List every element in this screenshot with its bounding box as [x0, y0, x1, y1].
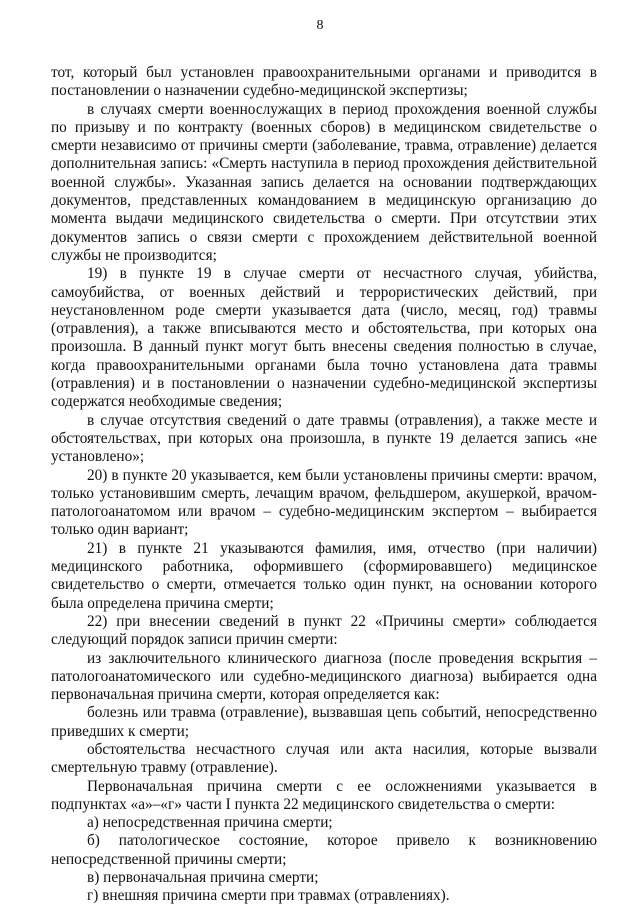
list-item: а) непосредственная причина смерти; — [87, 814, 333, 832]
paragraph: болезнь или травма (отравление), вызвавшая цепь событий, непосредственно приведших к смерти; — [51, 704, 597, 740]
paragraph: 20) в пункте 20 указывается, кем были установлены причины смерти: врачом, только установившим смерть, лечащим врачом, фельдшером, акушеркой, врачом-патологоанатомом или врачом – судебно-медицинским экспертом – выбирается только один вариант; — [51, 466, 597, 539]
document-body — [51, 64, 597, 906]
list-item: б) патологическое состояние, которое привело к возникновению непосредственной причины смерти; — [51, 832, 597, 868]
paragraph: 22) при внесении сведений в пункт 22 «Причины смерти» соблюдается следующий порядок записи причин смерти: — [51, 612, 597, 649]
paragraph: обстоятельства несчастного случая или акта насилия, которые вызвали смертельную травму (отравление). — [51, 740, 597, 777]
list-item: в) первоначальная причина смерти; — [87, 869, 319, 887]
paragraph: Первоначальная причина смерти с ее осложнениями указывается в подпунктах «а»–«г» части I пункта 22 медицинского свидетельства о смерти: — [51, 777, 597, 813]
paragraph: в случае отсутствия сведений о дате травмы (отравления), а также месте и обстоятельствах, при которых она произошла, в пункте 19 делается запись «не установлено»; — [51, 411, 597, 466]
paragraph: тот, который был установлен правоохранительными органами и приводится в постановлении о назначении судебно-медицинской экспертизы; — [51, 64, 597, 100]
list-item: г) внешняя причина смерти при травмах (отравлениях). — [87, 887, 450, 905]
paragraph: 21) в пункте 21 указываются фамилия, имя, отчество (при наличии) медицинского работника, оформившего (сформировавшего) медицинское свидетельство о смерти, отмечается только один пункт, на основании которого была определена причина смерти; — [51, 539, 597, 612]
paragraph: 19) в пункте 19 в случае смерти от несчастного случая, убийства, самоубийства, от военных действий и террористических действий, при неустановленном роде смерти указывается дата (число, месяц, год) травмы (отравления), а также вписываются место и обстоятельства, при которых она произошла. В данный пункт могут быть внесены сведения полностью в случае, когда правоохранительными органами была точно установлена дата травмы (отравления) и в постановлении о назначении судебно-медицинской экспертизы содержатся необходимые сведения; — [51, 265, 597, 411]
paragraph: в случаях смерти военнослужащих в период прохождения военной службы по призыву и по контракту (военных сборов) в медицинском свидетельстве о смерти независимо от причины смерти (заболевание, травма, отравление) делается дополнительная запись: «Смерть наступила в период прохождения действительной военной службы». Указанная запись делается на основании подтверждающих документов, представленных командованием в медицинскую организацию до момента выдачи медицинского свидетельства о смерти. При отсутствии этих документов запись о связи смерти с прохождением действительной военной службы не производится; — [51, 100, 597, 264]
paragraph: из заключительного клинического диагноза (после проведения вскрытия – патологоанатомического или судебно-медицинского диагноза) выбирается одна первоначальная причина смерти, которая определяется как: — [51, 649, 597, 704]
page-number: 8 — [316, 18, 324, 33]
